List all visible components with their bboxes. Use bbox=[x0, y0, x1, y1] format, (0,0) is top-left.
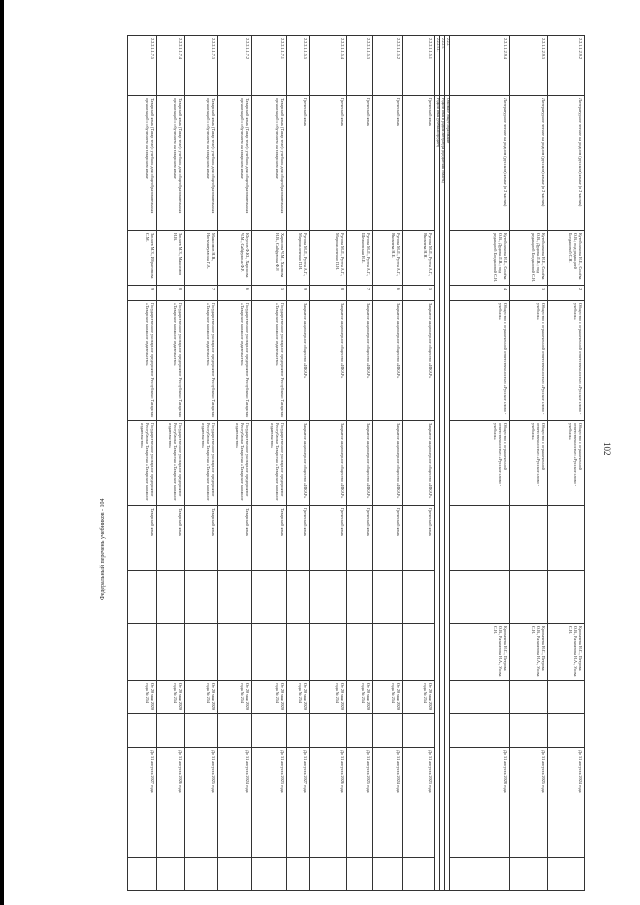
publisher-cell: Государственное унитарное предприятие Республики Татарстан «Татарское книжное издательство» bbox=[128, 301, 157, 421]
title-cell: Татарский язык (Татар теле): учебник для общеобразовательных организаций с обучением на татарском языке bbox=[157, 96, 185, 231]
developer-cell: Закрытое акционерное общество «ИКАР» bbox=[347, 421, 373, 506]
grade-cell: 5 bbox=[252, 286, 287, 301]
extra-cell bbox=[347, 571, 373, 624]
authors-cell: Ругова М.Л., Рутта А.Г., Мирошниченко П.Н. bbox=[287, 231, 310, 286]
blank-cell bbox=[218, 714, 252, 748]
extra-cell bbox=[310, 571, 347, 624]
code-cell: 2.2.1.1.2.9.4 bbox=[450, 36, 510, 96]
developer-cell: Общество с ограниченной ответственностью «Русское слово - учебник» bbox=[548, 421, 585, 506]
extra-cell bbox=[185, 571, 218, 624]
empty-cell bbox=[450, 858, 510, 891]
empty-cell bbox=[185, 858, 218, 891]
publisher-cell: Общество с ограниченной ответственностью «Русское слово - учебник» bbox=[510, 301, 548, 421]
publisher-cell: Государственное унитарное предприятие Республики Татарстан «Татарское книжное издательство» bbox=[252, 301, 287, 421]
empty-cell bbox=[510, 858, 548, 891]
reviewers-cell bbox=[347, 624, 373, 681]
extra-cell bbox=[157, 571, 185, 624]
publisher-cell: Общество с ограниченной ответственностью «Русское слово - учебник» bbox=[450, 301, 510, 421]
authors-cell: Кутейникова Н.Е., Синёва О.В., Дудова Л.В.; под редакцией Богдановой С.Н. bbox=[450, 231, 510, 286]
publisher-cell: Общество с ограниченной ответственностью «Русское слово - учебник» bbox=[548, 301, 585, 421]
blank-cell bbox=[252, 714, 287, 748]
section-row bbox=[445, 36, 450, 891]
page-footer: Федеральный перечень учебников - 104 bbox=[100, 498, 106, 600]
section-code: 2.2.2.1. bbox=[440, 36, 445, 96]
title-cell: Татарский язык (Татар теле): учебник для общеобразовательных организаций с обучением на татарском языке bbox=[218, 96, 252, 231]
extra-cell bbox=[252, 571, 287, 624]
extra-cell bbox=[450, 571, 510, 624]
blank-cell bbox=[287, 714, 310, 748]
order-cell: От 20 мая 2020 года № 254 bbox=[157, 681, 185, 714]
language-cell: Татарский язык bbox=[157, 506, 185, 571]
grade-cell: 8 bbox=[157, 286, 185, 301]
expiry-cell: До 31 августа 2025 года bbox=[347, 748, 373, 858]
language-cell bbox=[450, 506, 510, 571]
reviewers-cell bbox=[373, 624, 403, 681]
order-cell: От 20 мая 2020 года № 254 bbox=[287, 681, 310, 714]
expiry-cell: До 31 августа 2023 года bbox=[252, 748, 287, 858]
blank-cell bbox=[310, 714, 347, 748]
extra-cell bbox=[373, 571, 403, 624]
grade-cell: 2 bbox=[548, 286, 585, 301]
order-cell: От 20 мая 2020 года № 254 bbox=[252, 681, 287, 714]
authors-cell: Кутейникова Н.Е., Синёва О.В.; под редакцией Богдановой С.Н. bbox=[548, 231, 585, 286]
authors-cell: Максимов Н.В., Нигъматуллина Г.А. bbox=[185, 231, 218, 286]
empty-cell bbox=[310, 858, 347, 891]
expiry-cell: До 31 августа 2026 года bbox=[157, 748, 185, 858]
order-cell: От 20 мая 2020 года № 254 bbox=[185, 681, 218, 714]
code-cell: 2.2.1.1.2.9.3 bbox=[510, 36, 548, 96]
order-cell: От 20 мая 2020 года № 254 bbox=[403, 681, 435, 714]
extra-cell bbox=[218, 571, 252, 624]
authors-cell: Харисова Ч.М., Ханмова Н.В., Сайфулина Ф.Р. bbox=[252, 231, 287, 286]
empty-cell bbox=[128, 858, 157, 891]
order-cell: От 20 мая 2020 года № 254 bbox=[310, 681, 347, 714]
code-cell: 2.2.2.1.1.7.4 bbox=[157, 36, 185, 96]
code-cell: 2.2.2.1.1.5.3 bbox=[347, 36, 373, 96]
reviewers-cell bbox=[218, 624, 252, 681]
order-cell bbox=[548, 681, 585, 714]
developer-cell: Закрытое акционерное общество «ИКАР» bbox=[373, 421, 403, 506]
expiry-cell: До 31 августа 2026 года bbox=[310, 748, 347, 858]
blank-cell bbox=[157, 714, 185, 748]
table-row bbox=[157, 36, 185, 891]
code-cell: 2.2.2.1.1.5.1 bbox=[403, 36, 435, 96]
grade-cell: 3 bbox=[510, 286, 548, 301]
language-cell: Греческий язык bbox=[310, 506, 347, 571]
reviewers-cell bbox=[128, 624, 157, 681]
table-row bbox=[510, 36, 548, 891]
expiry-cell: До 31 августа 2027 года bbox=[287, 748, 310, 858]
order-cell bbox=[450, 681, 510, 714]
extra-cell bbox=[128, 571, 157, 624]
table-row bbox=[252, 36, 287, 891]
authors-cell: Ругова М.Л., Рутта А.Г., Шелковская Н.Е. bbox=[347, 231, 373, 286]
blank-cell bbox=[548, 714, 585, 748]
reviewers-cell bbox=[403, 624, 435, 681]
developer-cell: Общество с ограниченной ответственностью «Русское слово - учебник» bbox=[510, 421, 548, 506]
empty-cell bbox=[373, 858, 403, 891]
title-cell: Греческий язык bbox=[347, 96, 373, 231]
blank-cell bbox=[450, 714, 510, 748]
expiry-cell: До 31 августа 2024 года bbox=[218, 748, 252, 858]
blank-cell bbox=[373, 714, 403, 748]
developer-cell: Закрытое акционерное общество «ИКАР» bbox=[403, 421, 435, 506]
publisher-cell: Закрытое акционерное общество «ИКАР» bbox=[373, 301, 403, 421]
grade-cell: 6 bbox=[218, 286, 252, 301]
table-row bbox=[128, 36, 157, 891]
section-title: Родной язык (учебный предмет) bbox=[435, 96, 440, 891]
authors-cell: Зиннев М.З., Максимов Н.В. bbox=[157, 231, 185, 286]
extra-cell bbox=[287, 571, 310, 624]
publisher-cell: Закрытое акционерное общество «ИКАР» bbox=[310, 301, 347, 421]
code-cell: 2.2.1.1.2.9.2 bbox=[548, 36, 585, 96]
table-row bbox=[287, 36, 310, 891]
language-cell: Татарский язык bbox=[128, 506, 157, 571]
blank-cell bbox=[347, 714, 373, 748]
language-cell: Греческий язык bbox=[373, 506, 403, 571]
empty-cell bbox=[252, 858, 287, 891]
title-cell: Литературное чтение на родном (русском) языке (в 2 частях) bbox=[450, 96, 510, 231]
expiry-cell: До 31 августа 2023 года bbox=[403, 748, 435, 858]
developer-cell: Закрытое акционерное общество «ИКАР» bbox=[310, 421, 347, 506]
publisher-cell: Государственное унитарное предприятие Республики Татарстан «Татарское книжное издательство» bbox=[157, 301, 185, 421]
table-row bbox=[347, 36, 373, 891]
language-cell: Греческий язык bbox=[347, 506, 373, 571]
expiry-cell: До 31 августа 2025 года bbox=[510, 748, 548, 858]
title-cell: Греческий язык bbox=[403, 96, 435, 231]
code-cell: 2.2.2.1.1.5.2 bbox=[373, 36, 403, 96]
developer-cell: Государственное унитарное предприятие Республики Татарстан «Татарское книжное издательство» bbox=[185, 421, 218, 506]
code-cell: 2.2.2.1.1.7.1 bbox=[252, 36, 287, 96]
extra-cell bbox=[510, 571, 548, 624]
textbook-list-table bbox=[128, 35, 585, 890]
table-row bbox=[373, 36, 403, 891]
developer-cell: Государственное унитарное предприятие Республики Татарстан «Татарское книжное издательство» bbox=[252, 421, 287, 506]
section-code: 2.2.2. bbox=[445, 36, 450, 96]
section-row bbox=[435, 36, 440, 891]
developer-cell: Общество с ограниченной ответственностью «Русское слово - учебник» bbox=[450, 421, 510, 506]
empty-cell bbox=[548, 858, 585, 891]
code-cell: 2.2.2.1.1.5.5 bbox=[287, 36, 310, 96]
grade-cell: 4 bbox=[450, 286, 510, 301]
expiry-cell: До 31 августа 2024 года bbox=[548, 748, 585, 858]
order-cell bbox=[510, 681, 548, 714]
publisher-cell: Закрытое акционерное общество «ИКАР» bbox=[287, 301, 310, 421]
page-number: 102 bbox=[602, 442, 612, 456]
reviewers-cell bbox=[157, 624, 185, 681]
grade-cell: 7 bbox=[185, 286, 218, 301]
title-cell: Греческий язык bbox=[310, 96, 347, 231]
code-cell: 2.2.2.1.1.7.2 bbox=[218, 36, 252, 96]
grade-cell: 6 bbox=[373, 286, 403, 301]
expiry-cell: До 31 августа 2028 года bbox=[450, 748, 510, 858]
developer-cell: Государственное унитарное предприятие Республики Татарстан «Татарское книжное издательство» bbox=[128, 421, 157, 506]
language-cell: Татарский язык bbox=[185, 506, 218, 571]
blank-cell bbox=[128, 714, 157, 748]
code-cell: 2.2.2.1.1.7.3 bbox=[185, 36, 218, 96]
reviewers-cell: Кропачева Н.С., Петрова О.В., Разагатова Н.А., Усова С.Н. bbox=[510, 624, 548, 681]
extra-cell bbox=[548, 571, 585, 624]
expiry-cell: До 31 августа 2024 года bbox=[373, 748, 403, 858]
expiry-cell: До 31 августа 2025 года bbox=[185, 748, 218, 858]
title-cell: Татарский язык (Татар теле): учебник для общеобразовательных организаций с обучением на татарском языке bbox=[128, 96, 157, 231]
developer-cell: Закрытое акционерное общество «ИКАР» bbox=[287, 421, 310, 506]
grade-cell: 8 bbox=[310, 286, 347, 301]
table-row bbox=[185, 36, 218, 891]
section-code: 2.2.2.1.1. bbox=[435, 36, 440, 96]
order-cell: От 20 мая 2020 года № 254 bbox=[373, 681, 403, 714]
code-cell: 2.2.2.1.1.7.5 bbox=[128, 36, 157, 96]
publisher-cell: Государственное унитарное предприятие Республики Татарстан «Татарское книжное издательство» bbox=[218, 301, 252, 421]
table-row bbox=[548, 36, 585, 891]
grade-cell: 7 bbox=[347, 286, 373, 301]
reviewers-cell bbox=[287, 624, 310, 681]
section-title: Основное общее образование bbox=[445, 96, 450, 891]
title-cell: Греческий язык bbox=[373, 96, 403, 231]
grade-cell: 9 bbox=[128, 286, 157, 301]
blank-cell bbox=[185, 714, 218, 748]
reviewers-cell bbox=[310, 624, 347, 681]
order-cell: От 20 мая 2020 года № 254 bbox=[128, 681, 157, 714]
authors-cell: Ругова М.Л., Рутта А.Г., Яковлева Н.Е. bbox=[373, 231, 403, 286]
authors-cell: Кутейникова Н.Е., Синёва О.В., Дудова Л.В.; под редакцией Богдановой С.Н. bbox=[510, 231, 548, 286]
expiry-cell: До 31 августа 2027 года bbox=[128, 748, 157, 858]
empty-cell bbox=[347, 858, 373, 891]
developer-cell: Государственное унитарное предприятие Республики Татарстан «Татарское книжное издательство» bbox=[157, 421, 185, 506]
language-cell: Греческий язык bbox=[287, 506, 310, 571]
language-cell: Татарский язык bbox=[252, 506, 287, 571]
reviewers-cell: Кропачева Н.С., Петрова О.В., Разагатова Н.А., Усова С.Н. bbox=[450, 624, 510, 681]
publisher-cell: Государственное унитарное предприятие Республики Татарстан «Татарское книжное издательство» bbox=[185, 301, 218, 421]
title-cell: Татарский язык (Татар теле): учебник для общеобразовательных организаций с обучением на татарском языке bbox=[185, 96, 218, 231]
blank-cell bbox=[403, 714, 435, 748]
authors-cell: Ругова М.Л., Рутта А.Г., Мирошниченко П.Н. bbox=[310, 231, 347, 286]
authors-cell: Юсупов Ф.Ю., Харисова Ч.М., Сайфулина Ф.Р. bbox=[218, 231, 252, 286]
order-cell: От 20 мая 2020 года № 254 bbox=[347, 681, 373, 714]
authors-cell: Ругова М.Л., Рутта А.Г., Яковлева Н.Н. bbox=[403, 231, 435, 286]
table-row bbox=[218, 36, 252, 891]
reviewers-cell: Кропачева Н.С., Петрова О.В., Разагатова Н.А., Усова С.Н. bbox=[548, 624, 585, 681]
title-cell: Татарский язык (Татар теле): учебник для общеобразовательных организаций с обучением на татарском языке bbox=[252, 96, 287, 231]
code-cell: 2.2.2.1.1.5.4 bbox=[310, 36, 347, 96]
publisher-cell: Закрытое акционерное общество «ИКАР» bbox=[347, 301, 373, 421]
empty-cell bbox=[218, 858, 252, 891]
title-cell: Литературное чтение на родном (русском) языке (в 2 частях) bbox=[510, 96, 548, 231]
reviewers-cell bbox=[185, 624, 218, 681]
language-cell: Татарский язык bbox=[218, 506, 252, 571]
language-cell bbox=[548, 506, 585, 571]
empty-cell bbox=[157, 858, 185, 891]
authors-cell: Зиннев М.З., Ибрагимова С.М. bbox=[128, 231, 157, 286]
table-row bbox=[450, 36, 510, 891]
table-row bbox=[403, 36, 435, 891]
table-row bbox=[310, 36, 347, 891]
section-row bbox=[440, 36, 445, 891]
grade-cell: 9 bbox=[287, 286, 310, 301]
title-cell: Греческий язык bbox=[287, 96, 310, 231]
order-cell: От 20 мая 2020 года № 254 bbox=[218, 681, 252, 714]
empty-cell bbox=[403, 858, 435, 891]
empty-cell bbox=[287, 858, 310, 891]
developer-cell: Государственное унитарное предприятие Республики Татарстан «Татарское книжное издательство» bbox=[218, 421, 252, 506]
extra-cell bbox=[403, 571, 435, 624]
language-cell: Греческий язык bbox=[403, 506, 435, 571]
section-title: Родной язык и родная литература (предметная область) bbox=[440, 96, 445, 891]
grade-cell: 5 bbox=[403, 286, 435, 301]
title-cell: Литературное чтение на родном (русском) языке (в 2 частях) bbox=[548, 96, 585, 231]
blank-cell bbox=[510, 714, 548, 748]
language-cell bbox=[510, 506, 548, 571]
reviewers-cell bbox=[252, 624, 287, 681]
publisher-cell: Закрытое акционерное общество «ИКАР» bbox=[403, 301, 435, 421]
scan-border bbox=[0, 0, 4, 905]
